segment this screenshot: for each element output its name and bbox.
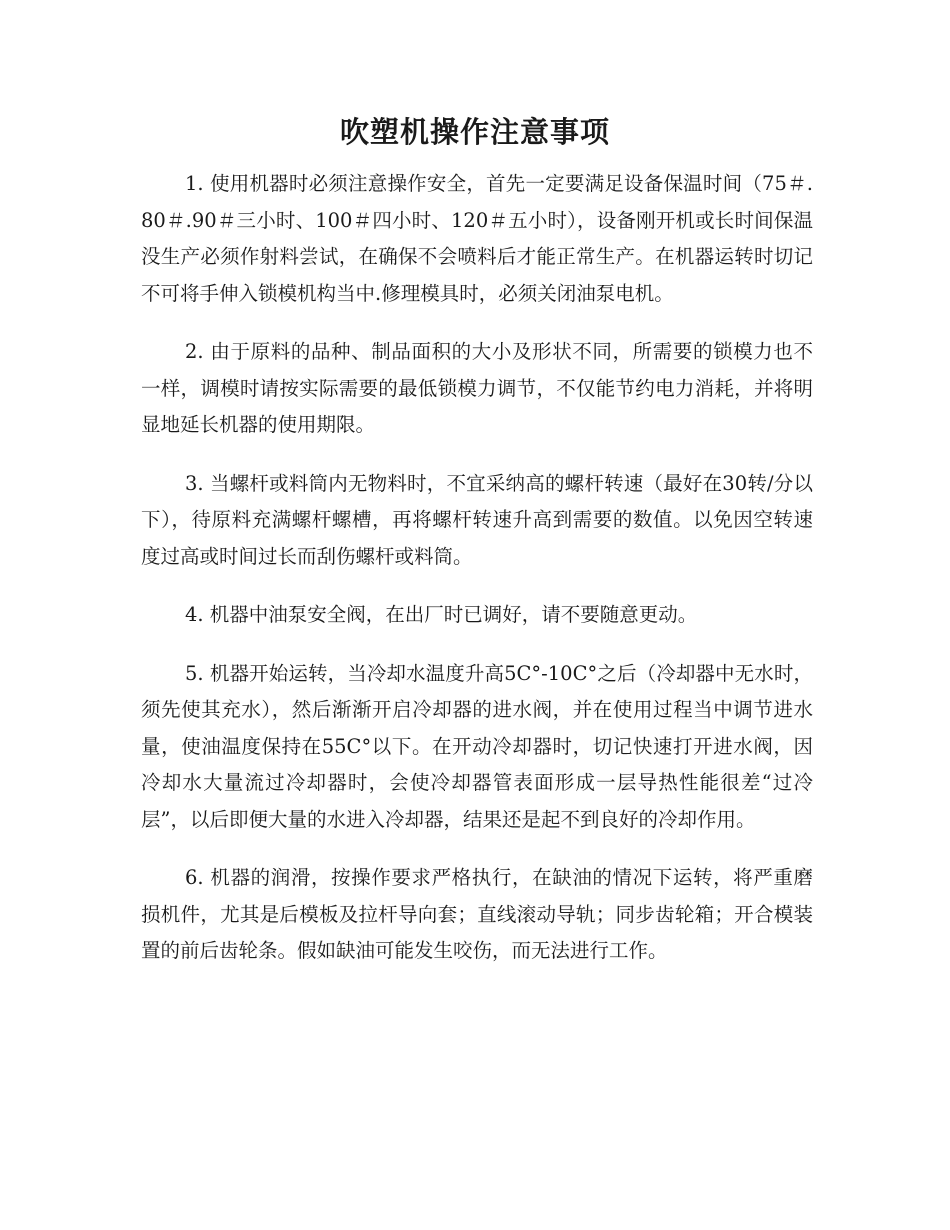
paragraph-6: 6. 机器的润滑，按操作要求严格执行，在缺油的情况下运转，将严重磨损机件，尤其是后模板及拉杆导向套；直线滚动导轨；同步齿轮箱；开合模装置的前后齿轮条。假如缺油可能发生咬伤，而无法进行工作。 xyxy=(141,866,813,962)
document-title: 吹塑机操作注意事项 xyxy=(339,115,610,149)
paragraph-3: 3. 当螺杆或料筒内无物料时，不宜采纳高的螺杆转速（最好在30转/分以下），待原料充满螺杆螺槽，再将螺杆转速升高到需要的数值。以免因空转速度过高或时间过长而刮伤螺杆或料筒。 xyxy=(141,471,813,568)
paragraph-4: 4. 机器中油泵安全阀，在出厂时已调好，请不要随意更动。 xyxy=(185,603,698,626)
document-body xyxy=(141,166,813,992)
paragraph-1: 1. 使用机器时必须注意操作安全，首先一定要满足设备保温时间（75＃.80＃.90＃三小时、100＃四小时、120＃五小时），设备刚开机或长时间保温没生产必须作射料尝试，在确保不会喷料后才能正常生产。在机器运转时切记不可将手伸入锁模机构当中.修理模具时，必须关闭油泵电机。 xyxy=(141,172,813,305)
paragraph-5: 5. 机器开始运转，当冷却水温度升高5C°-10C°之后（冷却器中无水时，须先使其充水），然后渐渐开启冷却器的进水阀，并在使用过程当中调节进水量，使油温度保持在55C°以下。在开动冷却器时，切记快速打开进水阀，因冷却水大量流过冷却器时，会使冷却器管表面形成一层导热性能很差“过冷层”，以后即便大量的水进入冷却器，结果还是起不到良好的冷却作用。 xyxy=(141,661,813,831)
paragraph-2: 2. 由于原料的品种、制品面积的大小及形状不同，所需要的锁模力也不一样，调模时请按实际需要的最低锁模力调节，不仅能节约电力消耗，并将明显地延长机器的使用期限。 xyxy=(141,340,813,436)
